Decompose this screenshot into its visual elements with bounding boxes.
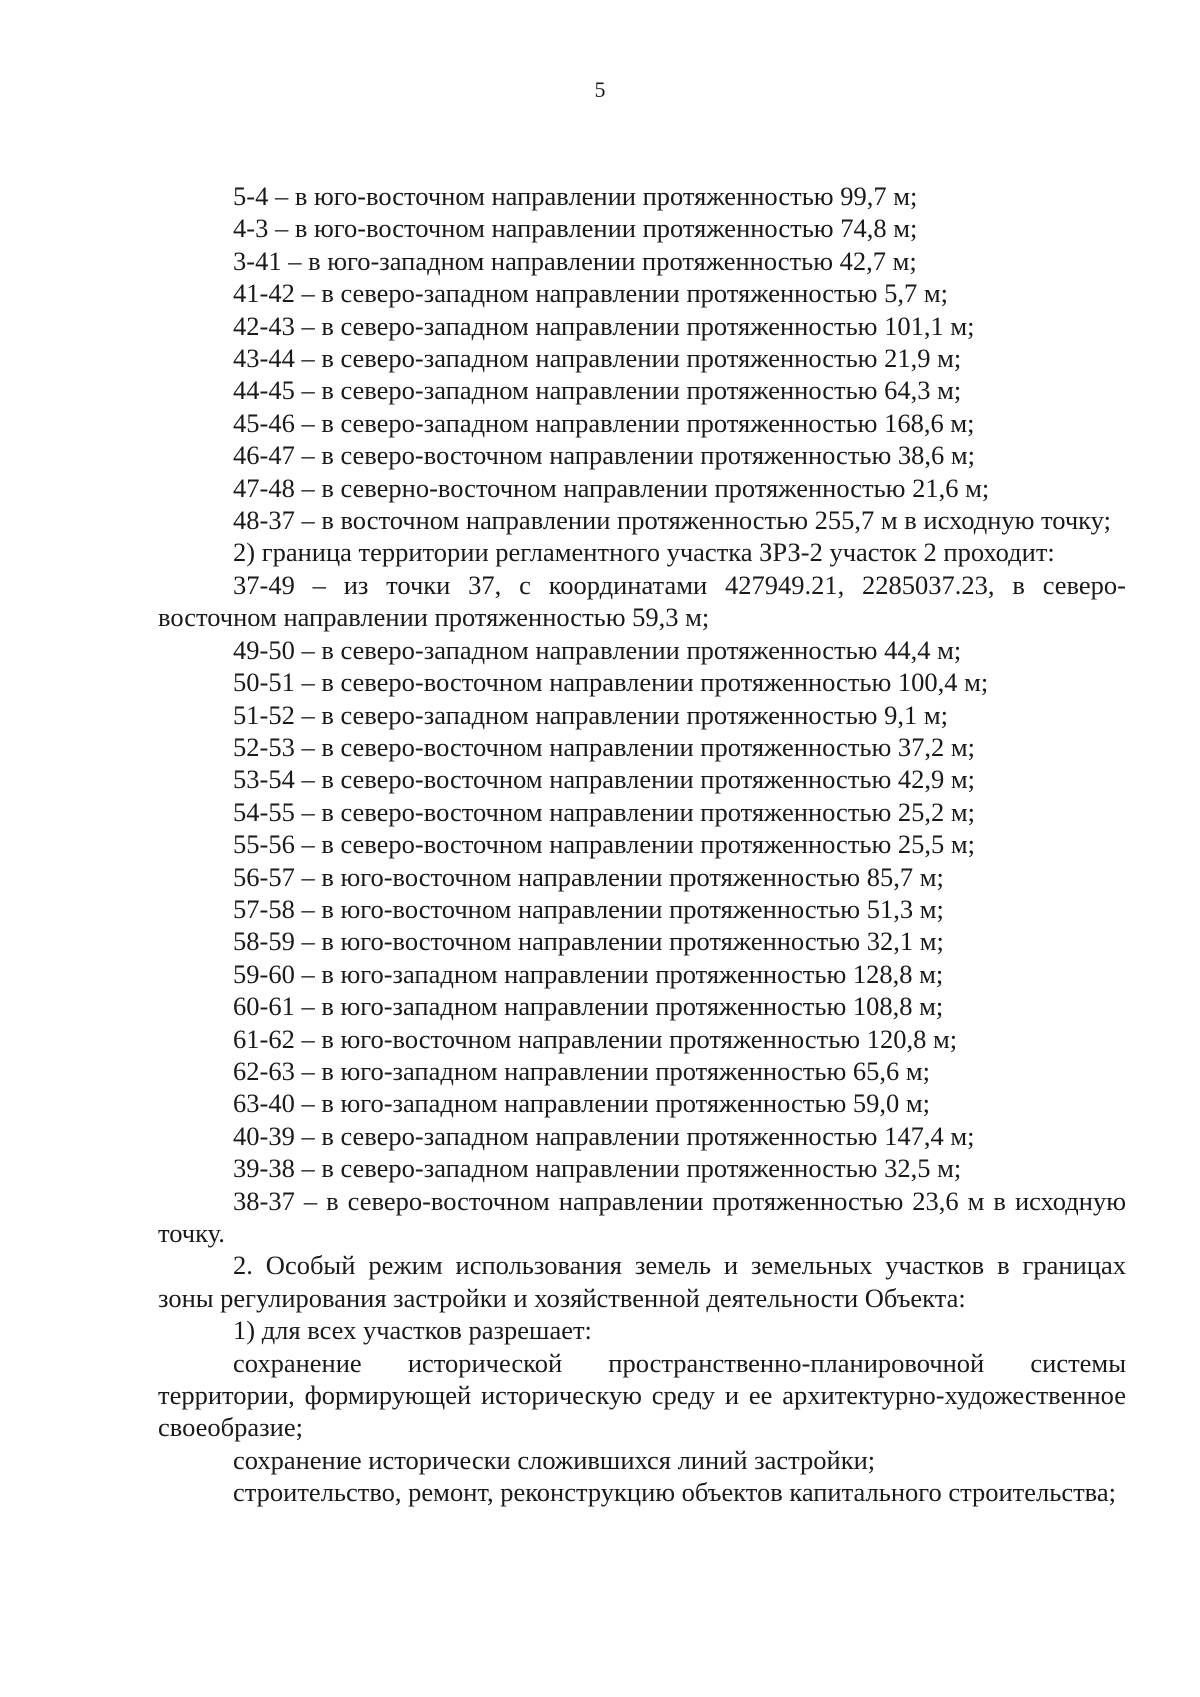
boundary-line: 50-51 – в северо-восточном направлении протяженностью 100,4 м; bbox=[233, 667, 989, 698]
boundary-line: 46-47 – в северо-восточном направлении протяженностью 38,6 м; bbox=[233, 440, 976, 471]
boundary-line: 60-61 – в юго-западном направлении протяженностью 108,8 м; bbox=[233, 991, 944, 1022]
boundary-paragraph-48-37: 48-37 – в восточном направлении протяженностью 255,7 м в исходную точку; bbox=[233, 505, 1111, 536]
preserve-lines-paragraph: сохранение исторически сложившихся линий застройки; bbox=[233, 1444, 876, 1475]
boundary-line: 47-48 – в северно-восточном направлении протяженностью 21,6 м; bbox=[233, 472, 990, 503]
boundary-line: 58-59 – в юго-восточном направлении протяженностью 32,1 м; bbox=[233, 926, 944, 957]
boundary-line: 45-46 – в северо-западном направлении протяженностью 168,6 м; bbox=[233, 407, 975, 438]
boundary-line: 3-41 – в юго-западном направлении протяженностью 42,7 м; bbox=[233, 245, 917, 276]
boundary-line: 42-43 – в северо-западном направлении протяженностью 101,1 м; bbox=[233, 310, 975, 341]
allows-heading: 1) для всех участков разрешает: bbox=[233, 1315, 592, 1346]
boundary-line: 39-38 – в северо-западном направлении протяженностью 32,5 м; bbox=[233, 1153, 962, 1184]
boundary-line: 57-58 – в юго-восточном направлении протяженностью 51,3 м; bbox=[233, 893, 944, 924]
boundary-line: 52-53 – в северо-восточном направлении протяженностью 37,2 м; bbox=[233, 731, 976, 762]
boundary-line: 61-62 – в юго-восточном направлении протяженностью 120,8 м; bbox=[233, 1023, 958, 1054]
boundary-paragraph-38-37: 38-37 – в северо-восточном направлении протяженностью 23,6 м в исходную точку. bbox=[158, 1185, 1126, 1248]
boundary-line: 55-56 – в северо-восточном направлении протяженностью 25,5 м; bbox=[233, 829, 976, 860]
regime-paragraph: 2. Особый режим использования земель и земельных участков в границах зоны регулирования застройки и хозяйственной деятельности Объекта: bbox=[158, 1250, 1126, 1313]
boundary-line: 56-57 – в юго-восточном направлении протяженностью 85,7 м; bbox=[233, 861, 944, 892]
boundary-line: 4-3 – в юго-восточном направлении протяженностью 74,8 м; bbox=[233, 213, 918, 244]
boundary-line: 43-44 – в северо-западном направлении протяженностью 21,9 м; bbox=[233, 343, 962, 374]
section-heading: 2) граница территории регламентного участка ЗРЗ-2 участок 2 проходит: bbox=[233, 537, 1055, 568]
boundary-line: 49-50 – в северо-западном направлении протяженностью 44,4 м; bbox=[233, 634, 962, 665]
preserve-system-paragraph: сохранение исторической пространственно-планировочной системы территории, формирующей историческую среду и ее архитектурно-художественное своеобразие; bbox=[158, 1347, 1126, 1443]
boundary-line: 62-63 – в юго-западном направлении протяженностью 65,6 м; bbox=[233, 1055, 931, 1086]
page-number: 5 bbox=[594, 77, 606, 102]
boundary-paragraph-37-49: 37-49 – из точки 37, с координатами 427949.21, 2285037.23, в северо-восточном направлении протяженностью 59,3 м; bbox=[158, 569, 1126, 633]
boundary-line: 59-60 – в юго-западном направлении протяженностью 128,8 м; bbox=[233, 958, 944, 989]
document-body bbox=[158, 180, 1126, 1509]
boundary-list-1 bbox=[158, 180, 1126, 504]
boundary-line: 54-55 – в северо-восточном направлении протяженностью 25,2 м; bbox=[233, 796, 976, 827]
boundary-line: 51-52 – в северо-западном направлении протяженностью 9,1 м; bbox=[233, 699, 948, 730]
boundary-line: 41-42 – в северо-западном направлении протяженностью 5,7 м; bbox=[233, 278, 948, 309]
boundary-line: 63-40 – в юго-западном направлении протяженностью 59,0 м; bbox=[233, 1088, 931, 1119]
boundary-line: 5-4 – в юго-восточном направлении протяженностью 99,7 м; bbox=[233, 181, 918, 211]
construction-paragraph: строительство, ремонт, реконструкцию объектов капитального строительства; bbox=[233, 1477, 1116, 1508]
boundary-line: 44-45 – в северо-западном направлении протяженностью 64,3 м; bbox=[233, 375, 962, 406]
boundary-line: 53-54 – в северо-восточном направлении протяженностью 42,9 м; bbox=[233, 764, 976, 795]
boundary-list-2 bbox=[158, 634, 1126, 1185]
boundary-line: 40-39 – в северо-западном направлении протяженностью 147,4 м; bbox=[233, 1120, 975, 1151]
